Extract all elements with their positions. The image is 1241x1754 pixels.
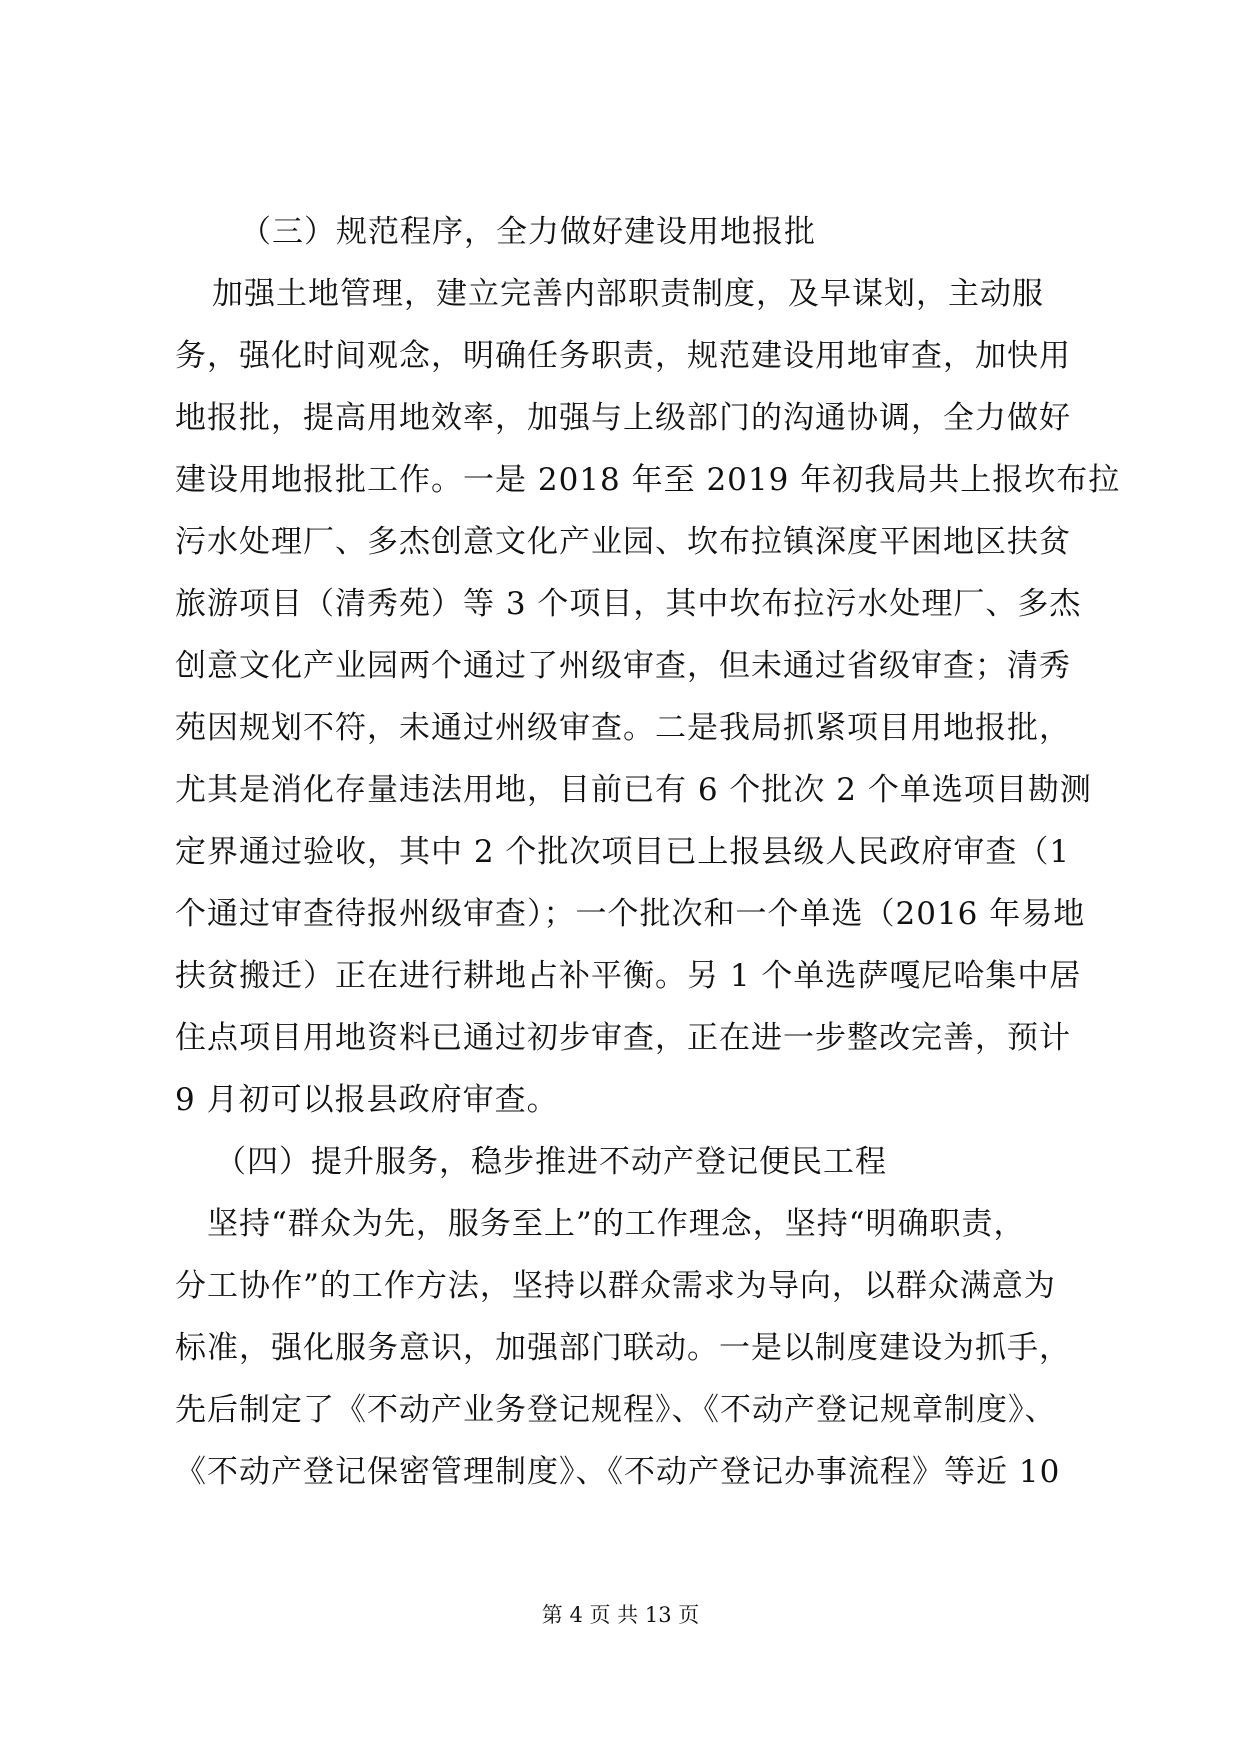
text-line: 建设用地报批工作。一是 2018 年至 2019 年初我局共上报坎布拉: [175, 462, 1121, 498]
text-line: 个通过审查待报州级审查）；一个批次和一个单选（2016 年易地: [175, 896, 1086, 932]
text-line: 坚持“群众为先，服务至上”的工作理念，坚持“明确职责，: [207, 1206, 1026, 1242]
text-line: 污水处理厂、多杰创意文化产业园、坎布拉镇深度平困地区扶贫: [175, 524, 1071, 560]
text-line: 旅游项目（清秀苑）等 3 个项目，其中坎布拉污水处理厂、多杰: [175, 586, 1082, 622]
text-line: 务，强化时间观念，明确任务职责，规范建设用地审查，加快用: [175, 338, 1071, 374]
text-line: （四）提升服务，稳步推进不动产登记便民工程: [215, 1144, 887, 1180]
text-line: 尤其是消化存量违法用地，目前已有 6 个批次 2 个单选项目勘测: [175, 772, 1092, 808]
text-line: （三）规范程序，全力做好建设用地报批: [240, 214, 816, 250]
text-line: 先后制定了《不动产业务登记规程》、《不动产登记规章制度》、: [175, 1392, 1057, 1428]
text-line: 9 月初可以报县政府审查。: [175, 1082, 559, 1118]
text-line: 创意文化产业园两个通过了州级审查，但未通过省级审查；清秀: [175, 648, 1071, 684]
text-line: 地报批，提高用地效率，加强与上级部门的沟通协调，全力做好: [175, 400, 1071, 436]
text-line: 《不动产登记保密管理制度》、《不动产登记办事流程》等近 10: [175, 1454, 1061, 1490]
text-line: 住点项目用地资料已通过初步审查，正在进一步整改完善，预计: [175, 1020, 1071, 1056]
text-line: 定界通过验收，其中 2 个批次项目已上报县级人民政府审查（1: [175, 834, 1071, 870]
text-line: 加强土地管理，建立完善内部职责制度，及早谋划，主动服: [212, 276, 1044, 312]
page-footer: 第 4 页 共 13 页: [541, 1603, 700, 1627]
text-line: 扶贫搬迁）正在进行耕地占补平衡。另 1 个单选萨嘎尼哈集中居: [175, 958, 1082, 994]
text-line: 苑因规划不符，未通过州级审查。二是我局抓紧项目用地报批，: [175, 710, 1071, 746]
text-line: 标准，强化服务意识，加强部门联动。一是以制度建设为抓手，: [175, 1330, 1071, 1366]
text-line: 分工协作”的工作方法，坚持以群众需求为导向，以群众满意为: [175, 1268, 1056, 1304]
